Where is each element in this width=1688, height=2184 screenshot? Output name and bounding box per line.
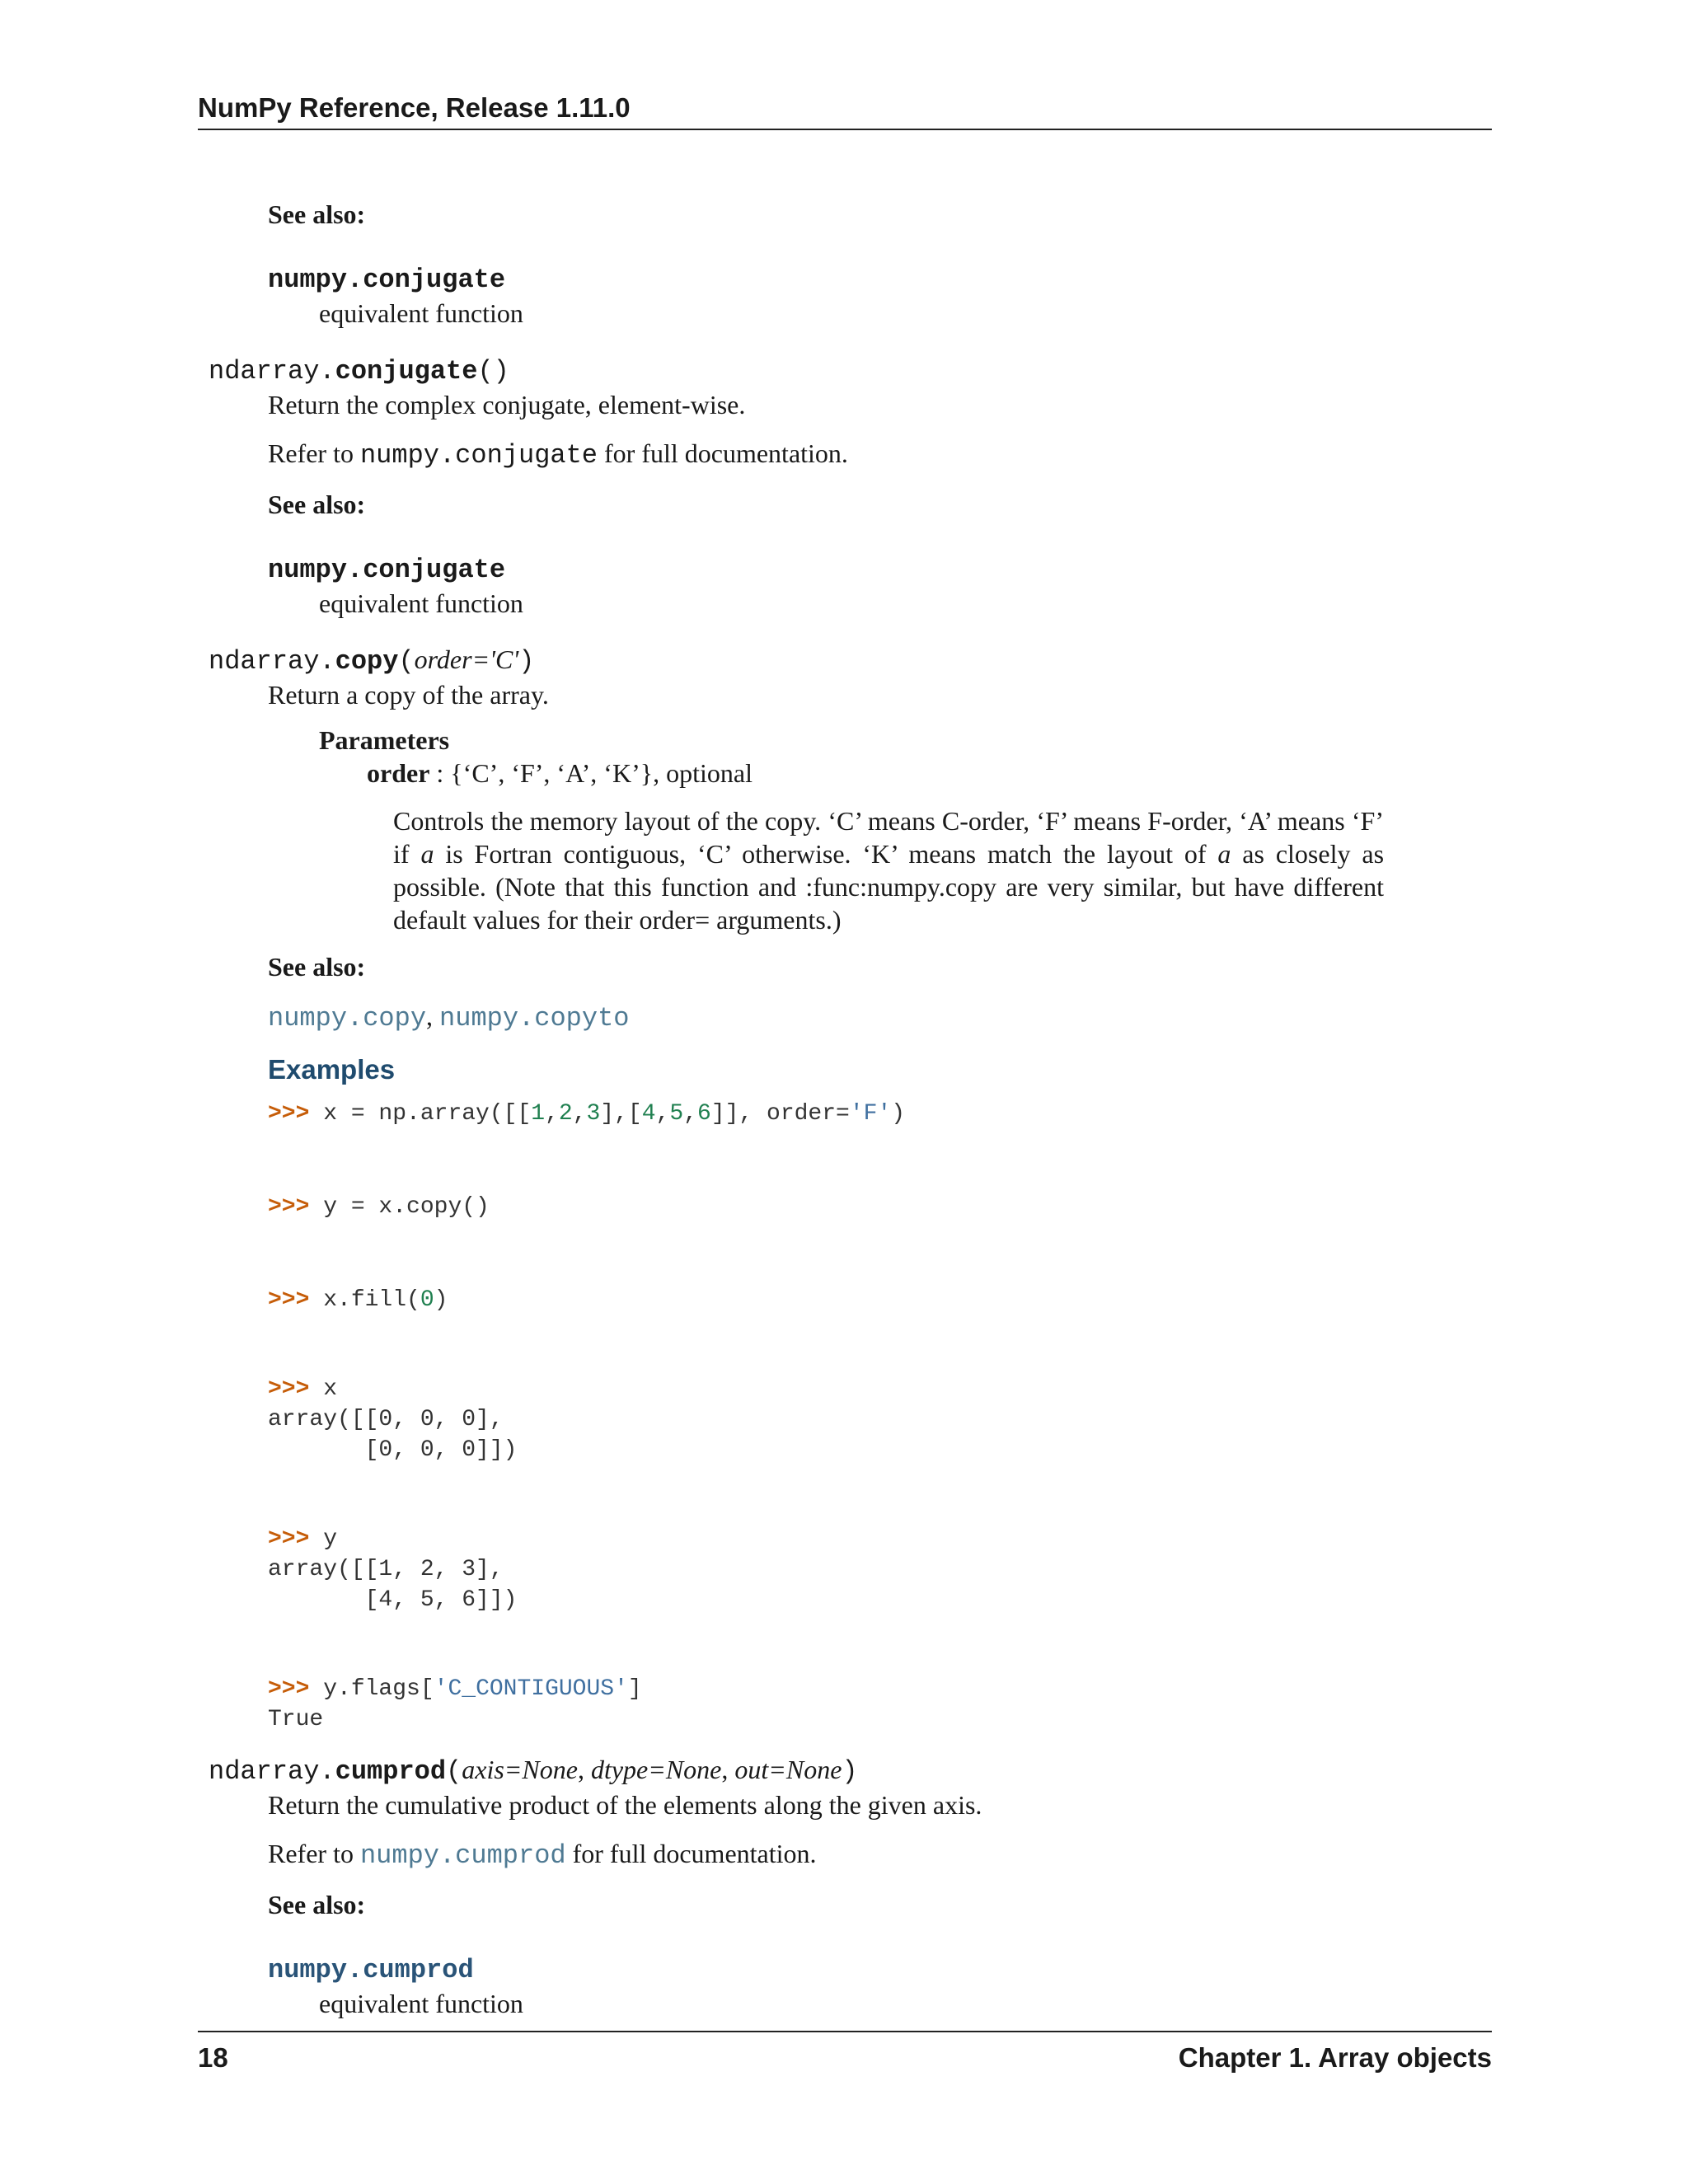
code-text: y xyxy=(309,1526,338,1552)
code-text: , xyxy=(655,1101,670,1127)
code-line xyxy=(268,1374,1492,1404)
sig-close: ) xyxy=(518,646,535,677)
conjugate-summary: Return the complex conjugate, element-wise. xyxy=(268,390,746,419)
running-header: NumPy Reference, Release 1.11.0 xyxy=(198,92,1492,130)
conjugate-refer xyxy=(268,437,1492,472)
code-number: 1 xyxy=(531,1101,546,1127)
code-text: y.flags[ xyxy=(309,1676,434,1702)
code-text: ) xyxy=(434,1287,448,1313)
code-output: array([[1, 2, 3], xyxy=(268,1557,504,1582)
page-number: 18 xyxy=(198,2042,228,2073)
code-line xyxy=(268,1524,1492,1554)
see-link-copy[interactable]: numpy.copy xyxy=(268,1003,427,1033)
copy-summary: Return a copy of the array. xyxy=(268,680,549,710)
see-also-heading: See also: xyxy=(268,952,366,982)
refer-link[interactable]: numpy.cumprod xyxy=(359,1840,566,1871)
method-cumprod xyxy=(209,1753,1492,2020)
refer-prefix: Refer to xyxy=(268,438,360,468)
code-text: x.fill( xyxy=(309,1287,420,1313)
top-see-also xyxy=(268,198,1492,330)
code-line xyxy=(268,1099,1492,1129)
param-type: : {‘C’, ‘F’, ‘A’, ‘K’}, optional xyxy=(429,758,753,788)
see-also-description: equivalent function xyxy=(319,298,523,328)
method-conjugate xyxy=(209,353,1492,620)
sig-prefix: ndarray. xyxy=(209,1756,335,1787)
code-text: y = x.copy() xyxy=(309,1194,490,1220)
param-description xyxy=(393,804,1384,936)
see-also-term[interactable]: numpy.conjugate xyxy=(268,265,506,295)
running-footer xyxy=(198,2031,1492,2074)
cumprod-refer xyxy=(268,1837,1492,1872)
sig-param: dtype=None xyxy=(590,1755,722,1784)
sig-prefix: ndarray. xyxy=(209,356,335,387)
code-number: 3 xyxy=(586,1101,601,1127)
code-line xyxy=(268,1674,1492,1704)
refer-suffix: for full documentation. xyxy=(598,438,848,468)
sig-open: ( xyxy=(398,646,415,677)
code-number: 5 xyxy=(669,1101,684,1127)
content xyxy=(209,198,1492,2020)
examples-heading: Examples xyxy=(268,1054,396,1085)
sig-name: copy xyxy=(335,646,399,677)
see-also-term[interactable]: numpy.cumprod xyxy=(268,1955,474,1985)
code-text: , xyxy=(545,1101,559,1127)
cumprod-summary: Return the cumulative product of the elements along the given axis. xyxy=(268,1790,982,1820)
code-text: ]], order= xyxy=(710,1101,850,1127)
copy-see-also-links xyxy=(268,1000,1492,1035)
code-line xyxy=(268,1192,1492,1222)
see-link-separator: , xyxy=(426,1001,440,1031)
prompt: >>> xyxy=(268,1194,310,1220)
prompt: >>> xyxy=(268,1287,310,1313)
sig-close: ) xyxy=(842,1756,858,1787)
sig-name: conjugate xyxy=(335,356,478,387)
sig-param: order='C' xyxy=(414,644,519,674)
sig-param: axis=None xyxy=(462,1755,578,1784)
see-also-description: equivalent function xyxy=(319,588,523,618)
param-desc-part: is Fortran contiguous, ‘C’ otherwise. ‘K’ means match the layout of xyxy=(434,839,1218,869)
param-name: order xyxy=(367,758,430,788)
code-text: ],[ xyxy=(600,1101,642,1127)
code-number: 6 xyxy=(697,1101,711,1127)
param-desc-italic: a xyxy=(420,839,434,869)
signature-copy xyxy=(209,643,1492,678)
code-string: 'C_CONTIGUOUS' xyxy=(434,1676,628,1702)
see-also-heading: See also: xyxy=(268,490,366,519)
method-copy xyxy=(209,643,1492,1735)
sig-sep: , xyxy=(721,1755,735,1784)
sig-prefix: ndarray. xyxy=(209,646,335,677)
prompt: >>> xyxy=(268,1526,310,1552)
refer-prefix: Refer to xyxy=(268,1839,360,1868)
code-text: ] xyxy=(627,1676,642,1702)
sig-name: cumprod xyxy=(335,1756,447,1787)
refer-link[interactable]: numpy.conjugate xyxy=(359,440,598,471)
param-order xyxy=(367,757,1492,790)
sig-param: out=None xyxy=(734,1755,842,1784)
code-string: 'F' xyxy=(849,1101,892,1127)
code-number: 2 xyxy=(558,1101,573,1127)
refer-suffix: for full documentation. xyxy=(565,1839,817,1868)
see-also-heading: See also: xyxy=(268,1890,366,1919)
code-output: array([[0, 0, 0], xyxy=(268,1407,504,1432)
code-line xyxy=(268,1285,1492,1315)
code-number: 0 xyxy=(420,1287,434,1313)
see-also-heading: See also: xyxy=(268,199,366,229)
code-number: 4 xyxy=(641,1101,656,1127)
signature-cumprod xyxy=(209,1753,1492,1788)
code-text: , xyxy=(683,1101,697,1127)
chapter-title: Chapter 1. Array objects xyxy=(1178,2042,1492,2073)
param-desc-part: as closely as possible. (Note that this function and :func:numpy.copy are very similar, but have different default values for their order= arguments.) xyxy=(393,839,1385,935)
prompt: >>> xyxy=(268,1101,310,1127)
parameters-heading: Parameters xyxy=(319,725,450,755)
sig-open: ( xyxy=(446,1756,462,1787)
code-output: [0, 0, 0]]) xyxy=(268,1437,518,1463)
example-code xyxy=(268,1099,1492,1735)
code-output: [4, 5, 6]]) xyxy=(268,1587,518,1613)
sig-sep: , xyxy=(577,1755,591,1784)
code-text: , xyxy=(572,1101,587,1127)
prompt: >>> xyxy=(268,1676,310,1702)
code-output: True xyxy=(268,1707,324,1732)
prompt: >>> xyxy=(268,1376,310,1402)
sig-args: () xyxy=(477,356,509,387)
see-link-copyto[interactable]: numpy.copyto xyxy=(439,1003,630,1033)
signature-conjugate xyxy=(209,353,1492,388)
code-text: ) xyxy=(891,1101,906,1127)
param-desc-italic: a xyxy=(1217,839,1231,869)
see-also-description: equivalent function xyxy=(319,1989,523,2018)
param-desc-part: Controls the memory layout of the copy. ‘C’ means C-order, ‘F’ means F-order, ‘A’ means ‘F’ if xyxy=(393,806,1384,869)
code-text: x xyxy=(309,1376,338,1402)
code-text: x = np.array([[ xyxy=(309,1101,532,1127)
see-also-term[interactable]: numpy.conjugate xyxy=(268,555,506,585)
